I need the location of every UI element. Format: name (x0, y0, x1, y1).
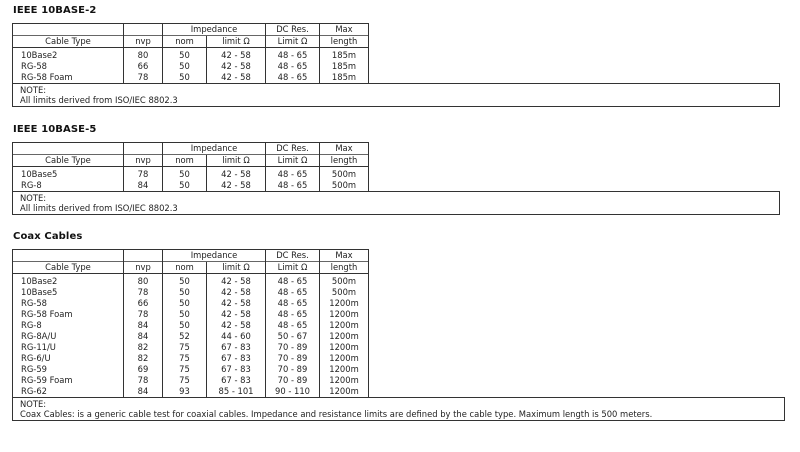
cell-limit: 42 - 58 (207, 72, 266, 83)
header-nom: nom (163, 155, 207, 167)
cell-nvp: 78 (124, 309, 163, 320)
cell-nom: 75 (163, 364, 207, 375)
cell-nom: 50 (163, 180, 207, 191)
cell-length: 500m (320, 287, 369, 298)
header-dc-res: DC Res. (266, 143, 320, 155)
cell-nvp: 66 (124, 298, 163, 309)
cell-limit: 42 - 58 (207, 320, 266, 331)
cell-nvp: 69 (124, 364, 163, 375)
cell-cable-type: RG-8 (13, 180, 124, 191)
cell-limit: 42 - 58 (207, 309, 266, 320)
note-box (12, 397, 785, 421)
header-length: length (320, 155, 369, 167)
note-text: Coax Cables: is a generic cable test for coaxial cables. Impedance and resistance limits are defined by the cable type. Maximum length is 500 meters. (20, 409, 653, 419)
cell-nom: 75 (163, 342, 207, 353)
header-cable-type: Cable Type (13, 155, 124, 167)
cell-nom: 50 (163, 274, 207, 288)
section-title: Coax Cables (13, 231, 83, 242)
table-row (13, 375, 369, 386)
section-title: IEEE 10BASE-2 (13, 5, 97, 16)
cell-limit: 42 - 58 (207, 298, 266, 309)
cell-cable-type: RG-58 Foam (13, 72, 124, 83)
cell-nom: 93 (163, 386, 207, 397)
header-dc-limit: Limit Ω (266, 155, 320, 167)
cell-length: 1200m (320, 298, 369, 309)
header-row (13, 155, 369, 167)
header-length: length (320, 36, 369, 48)
header-length: length (320, 262, 369, 274)
cell-limit: 85 - 101 (207, 386, 266, 397)
cell-length: 1200m (320, 386, 369, 397)
cell-dc-limit: 50 - 67 (266, 331, 320, 342)
cell-length: 185m (320, 48, 369, 62)
header-group-row (13, 143, 369, 155)
cell-length: 1200m (320, 364, 369, 375)
table-row (13, 274, 369, 288)
cell-limit: 42 - 58 (207, 48, 266, 62)
cell-length: 1200m (320, 309, 369, 320)
cell-length: 1200m (320, 375, 369, 386)
cable-spec-table (12, 249, 369, 397)
cell-dc-limit: 70 - 89 (266, 353, 320, 364)
cell-nvp: 84 (124, 331, 163, 342)
cell-limit: 42 - 58 (207, 287, 266, 298)
cell-nom: 52 (163, 331, 207, 342)
cell-limit: 67 - 83 (207, 364, 266, 375)
cell-nom: 50 (163, 287, 207, 298)
cell-limit: 67 - 83 (207, 342, 266, 353)
cell-dc-limit: 48 - 65 (266, 167, 320, 181)
header-empty-cell (124, 143, 163, 155)
cell-length: 1200m (320, 331, 369, 342)
cell-dc-limit: 48 - 65 (266, 72, 320, 83)
cell-nom: 50 (163, 167, 207, 181)
cell-limit: 42 - 58 (207, 167, 266, 181)
cell-limit: 67 - 83 (207, 375, 266, 386)
cell-nom: 50 (163, 72, 207, 83)
header-max: Max (320, 143, 369, 155)
header-nvp: nvp (124, 36, 163, 48)
note-box (12, 83, 780, 107)
header-impedance: Impedance (163, 24, 266, 36)
cell-dc-limit: 48 - 65 (266, 298, 320, 309)
table-row (13, 364, 369, 375)
cell-cable-type: 10Base2 (13, 48, 124, 62)
table-row (13, 298, 369, 309)
header-empty-cell (124, 24, 163, 36)
cell-dc-limit: 48 - 65 (266, 274, 320, 288)
header-group-row (13, 24, 369, 36)
header-dc-res: DC Res. (266, 24, 320, 36)
header-empty-cell (13, 250, 124, 262)
cell-nom: 75 (163, 353, 207, 364)
cell-nvp: 78 (124, 375, 163, 386)
cell-length: 500m (320, 167, 369, 181)
table-row (13, 353, 369, 364)
table-row (13, 48, 369, 62)
header-nom: nom (163, 262, 207, 274)
cell-limit: 67 - 83 (207, 353, 266, 364)
cell-dc-limit: 70 - 89 (266, 375, 320, 386)
note-label: NOTE: (20, 399, 47, 409)
note-label: NOTE: (20, 193, 47, 203)
header-empty-cell (13, 24, 124, 36)
table-row (13, 180, 369, 191)
cell-nvp: 82 (124, 353, 163, 364)
cell-length: 1200m (320, 342, 369, 353)
header-empty-cell (13, 143, 124, 155)
cell-dc-limit: 70 - 89 (266, 364, 320, 375)
header-dc-limit: Limit Ω (266, 36, 320, 48)
header-limit: limit Ω (207, 262, 266, 274)
cell-dc-limit: 48 - 65 (266, 309, 320, 320)
cell-cable-type: RG-8 (13, 320, 124, 331)
cell-dc-limit: 48 - 65 (266, 287, 320, 298)
cell-cable-type: RG-58 (13, 61, 124, 72)
table-row (13, 72, 369, 83)
cell-cable-type: RG-62 (13, 386, 124, 397)
cell-cable-type: RG-6/U (13, 353, 124, 364)
cell-length: 185m (320, 61, 369, 72)
cell-cable-type: RG-11/U (13, 342, 124, 353)
cell-dc-limit: 48 - 65 (266, 320, 320, 331)
note-box (12, 191, 780, 215)
table-row (13, 331, 369, 342)
cell-limit: 44 - 60 (207, 331, 266, 342)
cell-length: 500m (320, 180, 369, 191)
header-impedance: Impedance (163, 143, 266, 155)
header-impedance: Impedance (163, 250, 266, 262)
cell-dc-limit: 48 - 65 (266, 48, 320, 62)
cell-cable-type: 10Base2 (13, 274, 124, 288)
note-text: All limits derived from ISO/IEC 8802.3 (20, 203, 178, 213)
cell-nvp: 82 (124, 342, 163, 353)
cell-nom: 75 (163, 375, 207, 386)
header-dc-res: DC Res. (266, 250, 320, 262)
section-title: IEEE 10BASE-5 (13, 124, 97, 135)
header-dc-limit: Limit Ω (266, 262, 320, 274)
cell-length: 500m (320, 274, 369, 288)
cell-dc-limit: 70 - 89 (266, 342, 320, 353)
table-row (13, 167, 369, 181)
table-row (13, 287, 369, 298)
table-row (13, 320, 369, 331)
header-nvp: nvp (124, 155, 163, 167)
header-row (13, 262, 369, 274)
cell-cable-type: RG-59 (13, 364, 124, 375)
table-row (13, 342, 369, 353)
cell-dc-limit: 48 - 65 (266, 61, 320, 72)
table-row (13, 61, 369, 72)
header-row (13, 36, 369, 48)
cell-nom: 50 (163, 298, 207, 309)
cell-cable-type: 10Base5 (13, 287, 124, 298)
cell-nvp: 66 (124, 61, 163, 72)
cell-cable-type: RG-8A/U (13, 331, 124, 342)
cell-nom: 50 (163, 61, 207, 72)
header-nom: nom (163, 36, 207, 48)
cell-nvp: 84 (124, 180, 163, 191)
cable-spec-table (12, 142, 369, 191)
cell-nvp: 80 (124, 48, 163, 62)
header-max: Max (320, 250, 369, 262)
cell-cable-type: RG-59 Foam (13, 375, 124, 386)
cell-limit: 42 - 58 (207, 180, 266, 191)
cable-spec-table (12, 23, 369, 83)
cell-length: 185m (320, 72, 369, 83)
cell-nvp: 84 (124, 386, 163, 397)
cell-dc-limit: 48 - 65 (266, 180, 320, 191)
cell-limit: 42 - 58 (207, 274, 266, 288)
note-label: NOTE: (20, 85, 47, 95)
table-row (13, 309, 369, 320)
cell-cable-type: 10Base5 (13, 167, 124, 181)
cell-length: 1200m (320, 353, 369, 364)
cell-nvp: 78 (124, 287, 163, 298)
cell-length: 1200m (320, 320, 369, 331)
cell-nvp: 78 (124, 72, 163, 83)
header-cable-type: Cable Type (13, 36, 124, 48)
header-max: Max (320, 24, 369, 36)
cell-nom: 50 (163, 309, 207, 320)
cell-nom: 50 (163, 48, 207, 62)
header-nvp: nvp (124, 262, 163, 274)
cell-cable-type: RG-58 (13, 298, 124, 309)
note-text: All limits derived from ISO/IEC 8802.3 (20, 95, 178, 105)
header-group-row (13, 250, 369, 262)
header-limit: limit Ω (207, 155, 266, 167)
cell-dc-limit: 90 - 110 (266, 386, 320, 397)
cell-nvp: 78 (124, 167, 163, 181)
cell-nom: 50 (163, 320, 207, 331)
table-row (13, 386, 369, 397)
header-empty-cell (124, 250, 163, 262)
cell-limit: 42 - 58 (207, 61, 266, 72)
cell-nvp: 84 (124, 320, 163, 331)
header-limit: limit Ω (207, 36, 266, 48)
cell-nvp: 80 (124, 274, 163, 288)
header-cable-type: Cable Type (13, 262, 124, 274)
cell-cable-type: RG-58 Foam (13, 309, 124, 320)
